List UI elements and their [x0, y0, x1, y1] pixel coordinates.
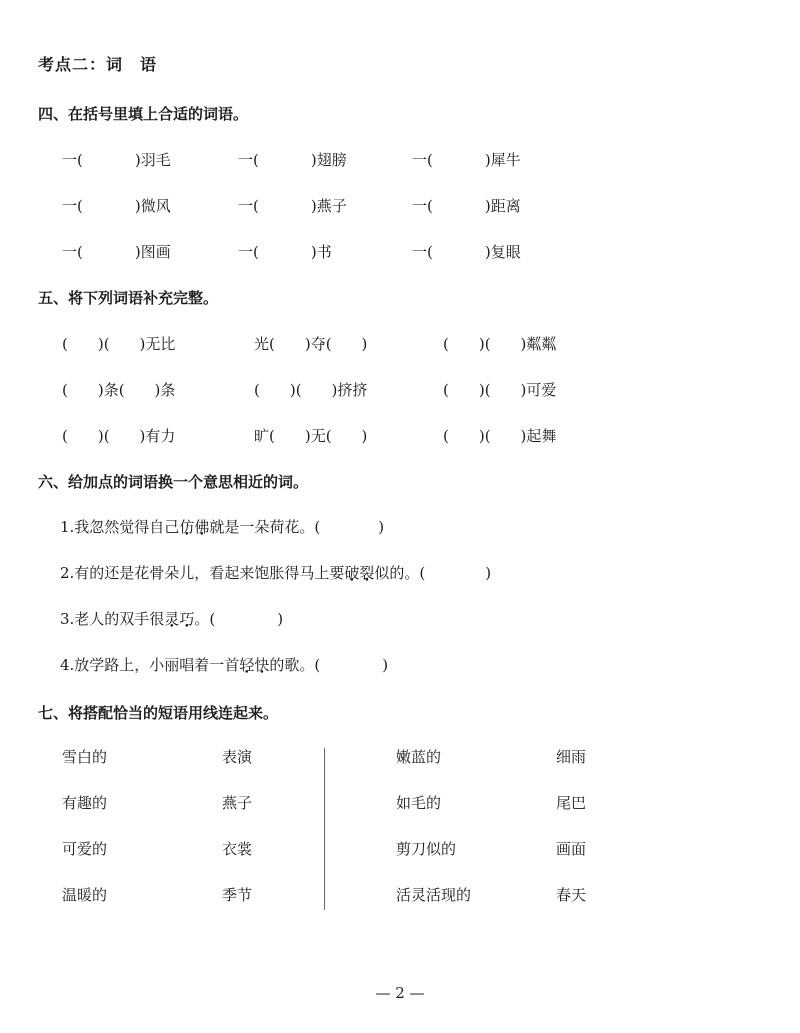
q5-item: 旷( )无( ) [254, 427, 368, 445]
q5-item: ( )( )起舞 [443, 427, 557, 445]
q4-item: 一( )图画 [62, 243, 171, 261]
q4-item: 一( )燕子 [238, 197, 347, 215]
match-right-item: 衣裳 [222, 840, 253, 858]
q4-item: 一( )犀牛 [412, 151, 521, 169]
page-title: 考点二：词 语 [38, 55, 158, 74]
match-right-item: 燕子 [222, 794, 253, 812]
q5-item: ( )( )有力 [62, 427, 176, 445]
q4-item: 一( )翅膀 [238, 151, 347, 169]
match-left-item: 温暖的 [62, 886, 108, 904]
match-left-item: 活灵活现的 [396, 886, 472, 904]
q5-heading: 五、将下列词语补充完整。 [38, 289, 219, 307]
q5-item: ( )( )可爱 [443, 381, 557, 399]
q4-item: 一( )距离 [412, 197, 521, 215]
q4-item: 一( )复眼 [412, 243, 521, 261]
q6-sentence-2: 2.有的还是花骨朵儿，看起来饱胀得马上要破裂似的。( ) [60, 564, 492, 582]
match-right-item: 画面 [556, 840, 587, 858]
q4-item: 一( )书 [238, 243, 332, 261]
q4-item: 一( )微风 [62, 197, 171, 215]
match-left-item: 可爱的 [62, 840, 108, 858]
match-right-item: 季节 [222, 886, 253, 904]
match-left-item: 嫩蓝的 [396, 748, 442, 766]
q6-heading: 六、给加点的词语换一个意思相近的词。 [38, 473, 309, 491]
q5-item: ( )( )粼粼 [443, 335, 557, 353]
match-right-item: 尾巴 [556, 794, 587, 812]
q7-heading: 七、将搭配恰当的短语用线连起来。 [38, 704, 279, 722]
match-left-item: 剪刀似的 [396, 840, 457, 858]
match-left-item: 雪白的 [62, 748, 108, 766]
q5-item: ( )条( )条 [62, 381, 176, 399]
q5-item: ( )( )无比 [62, 335, 176, 353]
page-number: — 2 — [375, 984, 425, 1002]
column-divider [324, 748, 325, 910]
match-right-item: 细雨 [556, 748, 587, 766]
match-right-item: 表演 [222, 748, 253, 766]
q4-heading: 四、在括号里填上合适的词语。 [38, 105, 249, 123]
q6-sentence-1: 1.我忽然觉得自己仿佛就是一朵荷花。( ) [60, 518, 385, 536]
match-left-item: 有趣的 [62, 794, 108, 812]
match-right-item: 春天 [556, 886, 587, 904]
q5-item: 光( )夺( ) [254, 335, 368, 353]
q6-sentence-3: 3.老人的双手很灵巧。( ) [60, 610, 284, 628]
q4-item: 一( )羽毛 [62, 151, 171, 169]
match-left-item: 如毛的 [396, 794, 442, 812]
q6-sentence-4: 4.放学路上，小丽唱着一首轻快的歌。( ) [60, 656, 389, 674]
q5-item: ( )( )挤挤 [254, 381, 368, 399]
